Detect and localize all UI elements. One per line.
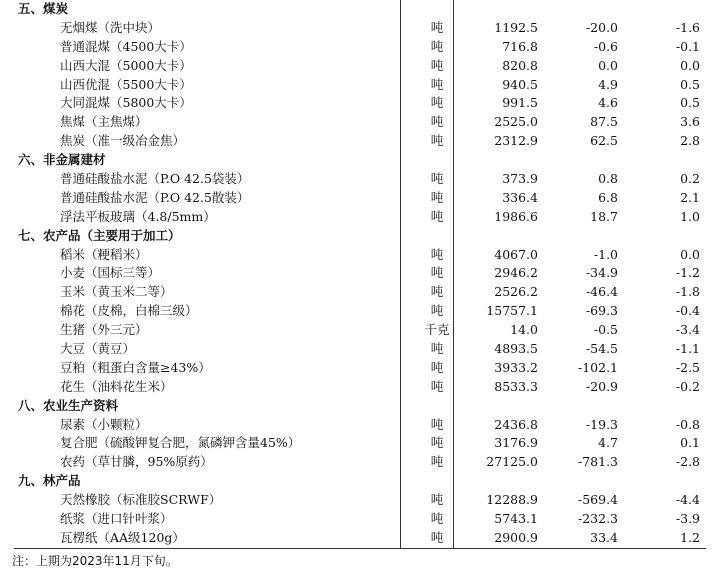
section-title: 五、煤炭 bbox=[18, 1, 69, 16]
item-price: 2946.2 bbox=[494, 265, 538, 281]
item-change: -0.6 bbox=[593, 38, 618, 54]
item-price: 2526.2 bbox=[494, 284, 538, 300]
section-title: 七、农产品（主要用于加工） bbox=[18, 227, 181, 243]
table-row bbox=[14, 264, 706, 283]
item-change: 87.5 bbox=[590, 114, 618, 130]
item-change: -19.3 bbox=[585, 416, 618, 432]
item-price: 14.0 bbox=[510, 322, 538, 338]
item-unit: 千克 bbox=[424, 322, 450, 338]
item-change-pct: -2.8 bbox=[675, 454, 700, 470]
item-name: 棉花（皮棉，白棉三级） bbox=[60, 303, 198, 319]
item-price: 940.5 bbox=[502, 76, 538, 92]
item-change-pct: -1.2 bbox=[675, 265, 700, 281]
price-table bbox=[14, 0, 706, 548]
table-row bbox=[14, 416, 706, 435]
item-name: 山西优混（5500大卡） bbox=[60, 76, 192, 92]
item-name: 大豆（黄豆） bbox=[60, 341, 136, 357]
item-change-pct: -1.8 bbox=[675, 284, 700, 300]
column-divider-price bbox=[453, 0, 454, 548]
section-header-row bbox=[14, 0, 706, 19]
item-name: 普通混煤（4500大卡） bbox=[60, 38, 192, 54]
table-row bbox=[14, 189, 706, 208]
table-row bbox=[14, 57, 706, 76]
item-unit: 吨 bbox=[430, 38, 444, 54]
item-price: 1192.5 bbox=[494, 19, 538, 35]
item-price: 3176.9 bbox=[494, 435, 538, 451]
item-unit: 吨 bbox=[430, 133, 444, 149]
table-row bbox=[14, 132, 706, 151]
item-change: 62.5 bbox=[590, 133, 618, 149]
item-name: 焦煤（主焦煤） bbox=[60, 114, 148, 130]
table-row bbox=[14, 113, 706, 132]
section-header-row bbox=[14, 472, 706, 491]
item-change-pct: -0.1 bbox=[675, 38, 700, 54]
item-change-pct: -1.6 bbox=[675, 19, 700, 35]
item-price: 3933.2 bbox=[494, 359, 538, 375]
item-change: -102.1 bbox=[577, 359, 618, 375]
section-header-row bbox=[14, 151, 706, 170]
table-row bbox=[14, 529, 706, 548]
item-change: -54.5 bbox=[585, 341, 618, 357]
item-change-pct: 0.2 bbox=[680, 171, 700, 187]
item-change: -20.0 bbox=[585, 19, 618, 35]
item-unit: 吨 bbox=[430, 265, 444, 281]
item-change: 33.4 bbox=[590, 529, 618, 545]
item-unit: 吨 bbox=[430, 284, 444, 300]
item-name: 山西大混（5000大卡） bbox=[60, 57, 192, 73]
item-unit: 吨 bbox=[430, 341, 444, 357]
item-change-pct: -0.4 bbox=[675, 303, 700, 319]
item-name: 花生（油料花生米） bbox=[60, 378, 173, 394]
item-price: 4893.5 bbox=[494, 341, 538, 357]
table-row bbox=[14, 19, 706, 38]
item-change-pct: 2.1 bbox=[680, 189, 700, 205]
column-divider-unit bbox=[400, 0, 401, 548]
item-unit: 吨 bbox=[430, 95, 444, 111]
item-name: 豆粕（粗蛋白含量≥43%） bbox=[60, 359, 211, 375]
item-price: 27125.0 bbox=[486, 454, 538, 470]
item-price: 373.9 bbox=[502, 171, 538, 187]
item-unit: 吨 bbox=[430, 57, 444, 73]
table-row bbox=[14, 76, 706, 95]
item-unit: 吨 bbox=[430, 511, 444, 527]
item-change: -232.3 bbox=[577, 511, 618, 527]
section-header-row bbox=[14, 227, 706, 246]
item-unit: 吨 bbox=[430, 171, 444, 187]
item-price: 716.8 bbox=[502, 38, 538, 54]
item-change: -569.4 bbox=[577, 492, 618, 508]
item-change: 4.7 bbox=[598, 435, 618, 451]
item-change-pct: 0.0 bbox=[680, 57, 700, 73]
item-change-pct: -3.4 bbox=[675, 322, 700, 338]
item-unit: 吨 bbox=[430, 529, 444, 545]
item-change: 4.6 bbox=[598, 95, 618, 111]
item-name: 浮法平板玻璃（4.8/5mm） bbox=[60, 208, 216, 224]
item-price: 15757.1 bbox=[486, 303, 538, 319]
item-price: 1986.6 bbox=[494, 208, 538, 224]
item-price: 2900.9 bbox=[494, 529, 538, 545]
item-change: -34.9 bbox=[585, 265, 618, 281]
item-unit: 吨 bbox=[430, 76, 444, 92]
table-row bbox=[14, 453, 706, 472]
item-change: -69.3 bbox=[585, 303, 618, 319]
item-unit: 吨 bbox=[430, 189, 444, 205]
item-change-pct: -4.4 bbox=[675, 492, 700, 508]
item-change: -781.3 bbox=[577, 454, 618, 470]
item-unit: 吨 bbox=[430, 246, 444, 262]
item-change-pct: 2.8 bbox=[680, 133, 700, 149]
item-change: 0.8 bbox=[598, 171, 618, 187]
item-name: 大同混煤（5800大卡） bbox=[60, 95, 192, 111]
item-name: 普通硅酸盐水泥（P.O 42.5袋装） bbox=[60, 171, 250, 187]
item-change-pct: 0.1 bbox=[680, 435, 700, 451]
section-title: 六、非金属建材 bbox=[18, 152, 106, 168]
item-name: 瓦楞纸（AA级120g） bbox=[60, 529, 185, 545]
item-change-pct: 3.6 bbox=[680, 114, 700, 130]
item-price: 12288.9 bbox=[486, 492, 538, 508]
item-change: 6.8 bbox=[598, 189, 618, 205]
item-price: 820.8 bbox=[502, 57, 538, 73]
table-row bbox=[14, 208, 706, 227]
item-change-pct: -3.9 bbox=[675, 511, 700, 527]
item-change-pct: -1.1 bbox=[675, 341, 700, 357]
table-row bbox=[14, 510, 706, 529]
item-change: 0.0 bbox=[598, 57, 618, 73]
item-unit: 吨 bbox=[430, 303, 444, 319]
item-name: 玉米（黄玉米二等） bbox=[60, 284, 173, 300]
item-name: 生猪（外三元） bbox=[60, 322, 148, 338]
item-name: 稻米（粳稻米） bbox=[60, 246, 148, 262]
item-unit: 吨 bbox=[430, 19, 444, 35]
item-name: 农药（草甘膦，95%原药） bbox=[60, 454, 213, 470]
item-unit: 吨 bbox=[430, 359, 444, 375]
table-row bbox=[14, 434, 706, 453]
item-change: -46.4 bbox=[585, 284, 618, 300]
table-row bbox=[14, 340, 706, 359]
table-row bbox=[14, 38, 706, 57]
item-name: 复合肥（硫酸钾复合肥，氮磷钾含量45%） bbox=[60, 435, 301, 451]
item-change: -0.5 bbox=[593, 322, 618, 338]
table-row bbox=[14, 378, 706, 397]
item-change: 4.9 bbox=[598, 76, 618, 92]
table-row bbox=[14, 302, 706, 321]
table-row bbox=[14, 246, 706, 265]
footnote: 注：上期为2023年11月下旬。 bbox=[12, 554, 178, 568]
item-unit: 吨 bbox=[430, 454, 444, 470]
item-unit: 吨 bbox=[430, 492, 444, 508]
item-price: 2525.0 bbox=[494, 114, 538, 130]
item-change-pct: 1.0 bbox=[680, 208, 700, 224]
item-unit: 吨 bbox=[430, 114, 444, 130]
item-change-pct: -2.5 bbox=[675, 359, 700, 375]
item-change: -1.0 bbox=[593, 246, 618, 262]
item-change-pct: 0.0 bbox=[680, 246, 700, 262]
item-name: 小麦（国标三等） bbox=[60, 265, 161, 281]
item-name: 无烟煤（洗中块） bbox=[60, 19, 161, 35]
item-price: 336.4 bbox=[502, 189, 538, 205]
item-price: 2312.9 bbox=[494, 133, 538, 149]
item-unit: 吨 bbox=[430, 378, 444, 394]
item-name: 天然橡胶（标准胶SCRWF） bbox=[60, 492, 222, 508]
item-price: 4067.0 bbox=[494, 246, 538, 262]
item-change: -20.9 bbox=[585, 378, 618, 394]
item-price: 991.5 bbox=[502, 95, 538, 111]
item-name: 焦炭（准一级冶金焦） bbox=[60, 133, 186, 149]
item-change: 18.7 bbox=[590, 208, 618, 224]
item-price: 8533.3 bbox=[494, 378, 538, 394]
table-row bbox=[14, 321, 706, 340]
section-title: 八、农业生产资料 bbox=[18, 397, 119, 413]
table-row bbox=[14, 491, 706, 510]
table-row bbox=[14, 170, 706, 189]
item-change-pct: 0.5 bbox=[680, 76, 700, 92]
item-price: 5743.1 bbox=[494, 511, 538, 527]
section-title: 九、林产品 bbox=[18, 473, 81, 489]
item-price: 2436.8 bbox=[494, 416, 538, 432]
item-name: 普通硅酸盐水泥（P.O 42.5散装） bbox=[60, 189, 250, 205]
table-row bbox=[14, 359, 706, 378]
item-unit: 吨 bbox=[430, 435, 444, 451]
section-header-row bbox=[14, 397, 706, 416]
item-change-pct: 1.2 bbox=[680, 529, 700, 545]
item-change-pct: -0.2 bbox=[675, 378, 700, 394]
item-change-pct: 0.5 bbox=[680, 95, 700, 111]
item-change-pct: -0.8 bbox=[675, 416, 700, 432]
table-row bbox=[14, 94, 706, 113]
table-row bbox=[14, 283, 706, 302]
item-unit: 吨 bbox=[430, 416, 444, 432]
item-name: 纸浆（进口针叶浆） bbox=[60, 511, 173, 527]
item-name: 尿素（小颗粒） bbox=[60, 416, 148, 432]
item-unit: 吨 bbox=[430, 208, 444, 224]
table-bottom-rule bbox=[14, 548, 706, 549]
